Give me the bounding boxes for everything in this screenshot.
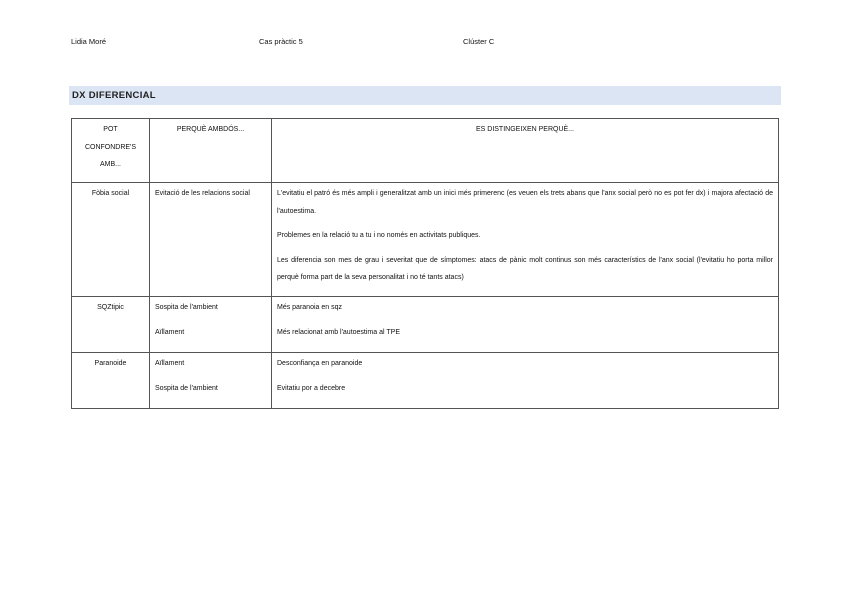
- table-header-row: [72, 119, 779, 183]
- distinct-item: Més paranoia en sqz: [277, 304, 342, 311]
- row-condition: Paranoide: [72, 353, 150, 409]
- row-why-both: [150, 353, 272, 409]
- section-title: DX DIFERENCIAL: [69, 86, 781, 105]
- cluster-label: Clúster C: [463, 37, 495, 46]
- header-condition-line1: POT: [103, 126, 118, 133]
- header-condition: [72, 119, 150, 183]
- distinct-item: Desconfiança en paranoide: [277, 360, 363, 367]
- distinct-item: Evitatiu por a decebre: [277, 384, 346, 392]
- distinct-item: Problemes en la relació tu a tu i no només en activitats publiques.: [277, 232, 481, 239]
- row-distinct: [272, 297, 779, 353]
- row-condition: SQZtipic: [72, 297, 150, 353]
- distinct-item: L'evitatiu el patró és més ampli i generalitzat amb un inici més primerenc (es veuen els trets abans que l'anx social però no es pot fer dx) i majora afectació de l'autoestima.: [277, 190, 773, 215]
- differential-table: [71, 118, 779, 409]
- why-both-item: Aïllament: [155, 328, 185, 336]
- row-distinct: [272, 353, 779, 409]
- header-why-both: PERQUÈ AMBDÓS...: [150, 119, 272, 183]
- why-both-item: Aïllament: [155, 360, 185, 367]
- table-row: [72, 183, 779, 297]
- header-condition-line2: CONFONDRE'S: [84, 143, 137, 151]
- case-title: Cas pràctic 5: [259, 37, 303, 46]
- why-both-item: Sospita de l'ambient: [155, 304, 218, 311]
- table-row: [72, 297, 779, 353]
- distinct-item: Les diferencia son mes de grau i severitat que de símptomes: atacs de pànic molt continus son més característics de l'anx social (l'evitatiu ho porta millor perquè forma part de la seva personalitat i no té tants atacs): [277, 256, 773, 281]
- row-why-both: [150, 183, 272, 297]
- why-both-item: Sospita de l'ambient: [155, 384, 218, 392]
- distinct-item: Més relacionat amb l'autoestima al TPE: [277, 328, 400, 336]
- row-condition: Fòbia social: [72, 183, 150, 297]
- why-both-item: Evitació de les relacions social: [155, 190, 250, 197]
- author-name: Lidia Moré: [71, 37, 107, 46]
- header-distinct: ES DISTINGEIXEN PERQUÈ...: [272, 119, 779, 183]
- row-why-both: [150, 297, 272, 353]
- row-distinct: [272, 183, 779, 297]
- header-condition-line3: AMB...: [99, 161, 121, 168]
- table-row: [72, 353, 779, 409]
